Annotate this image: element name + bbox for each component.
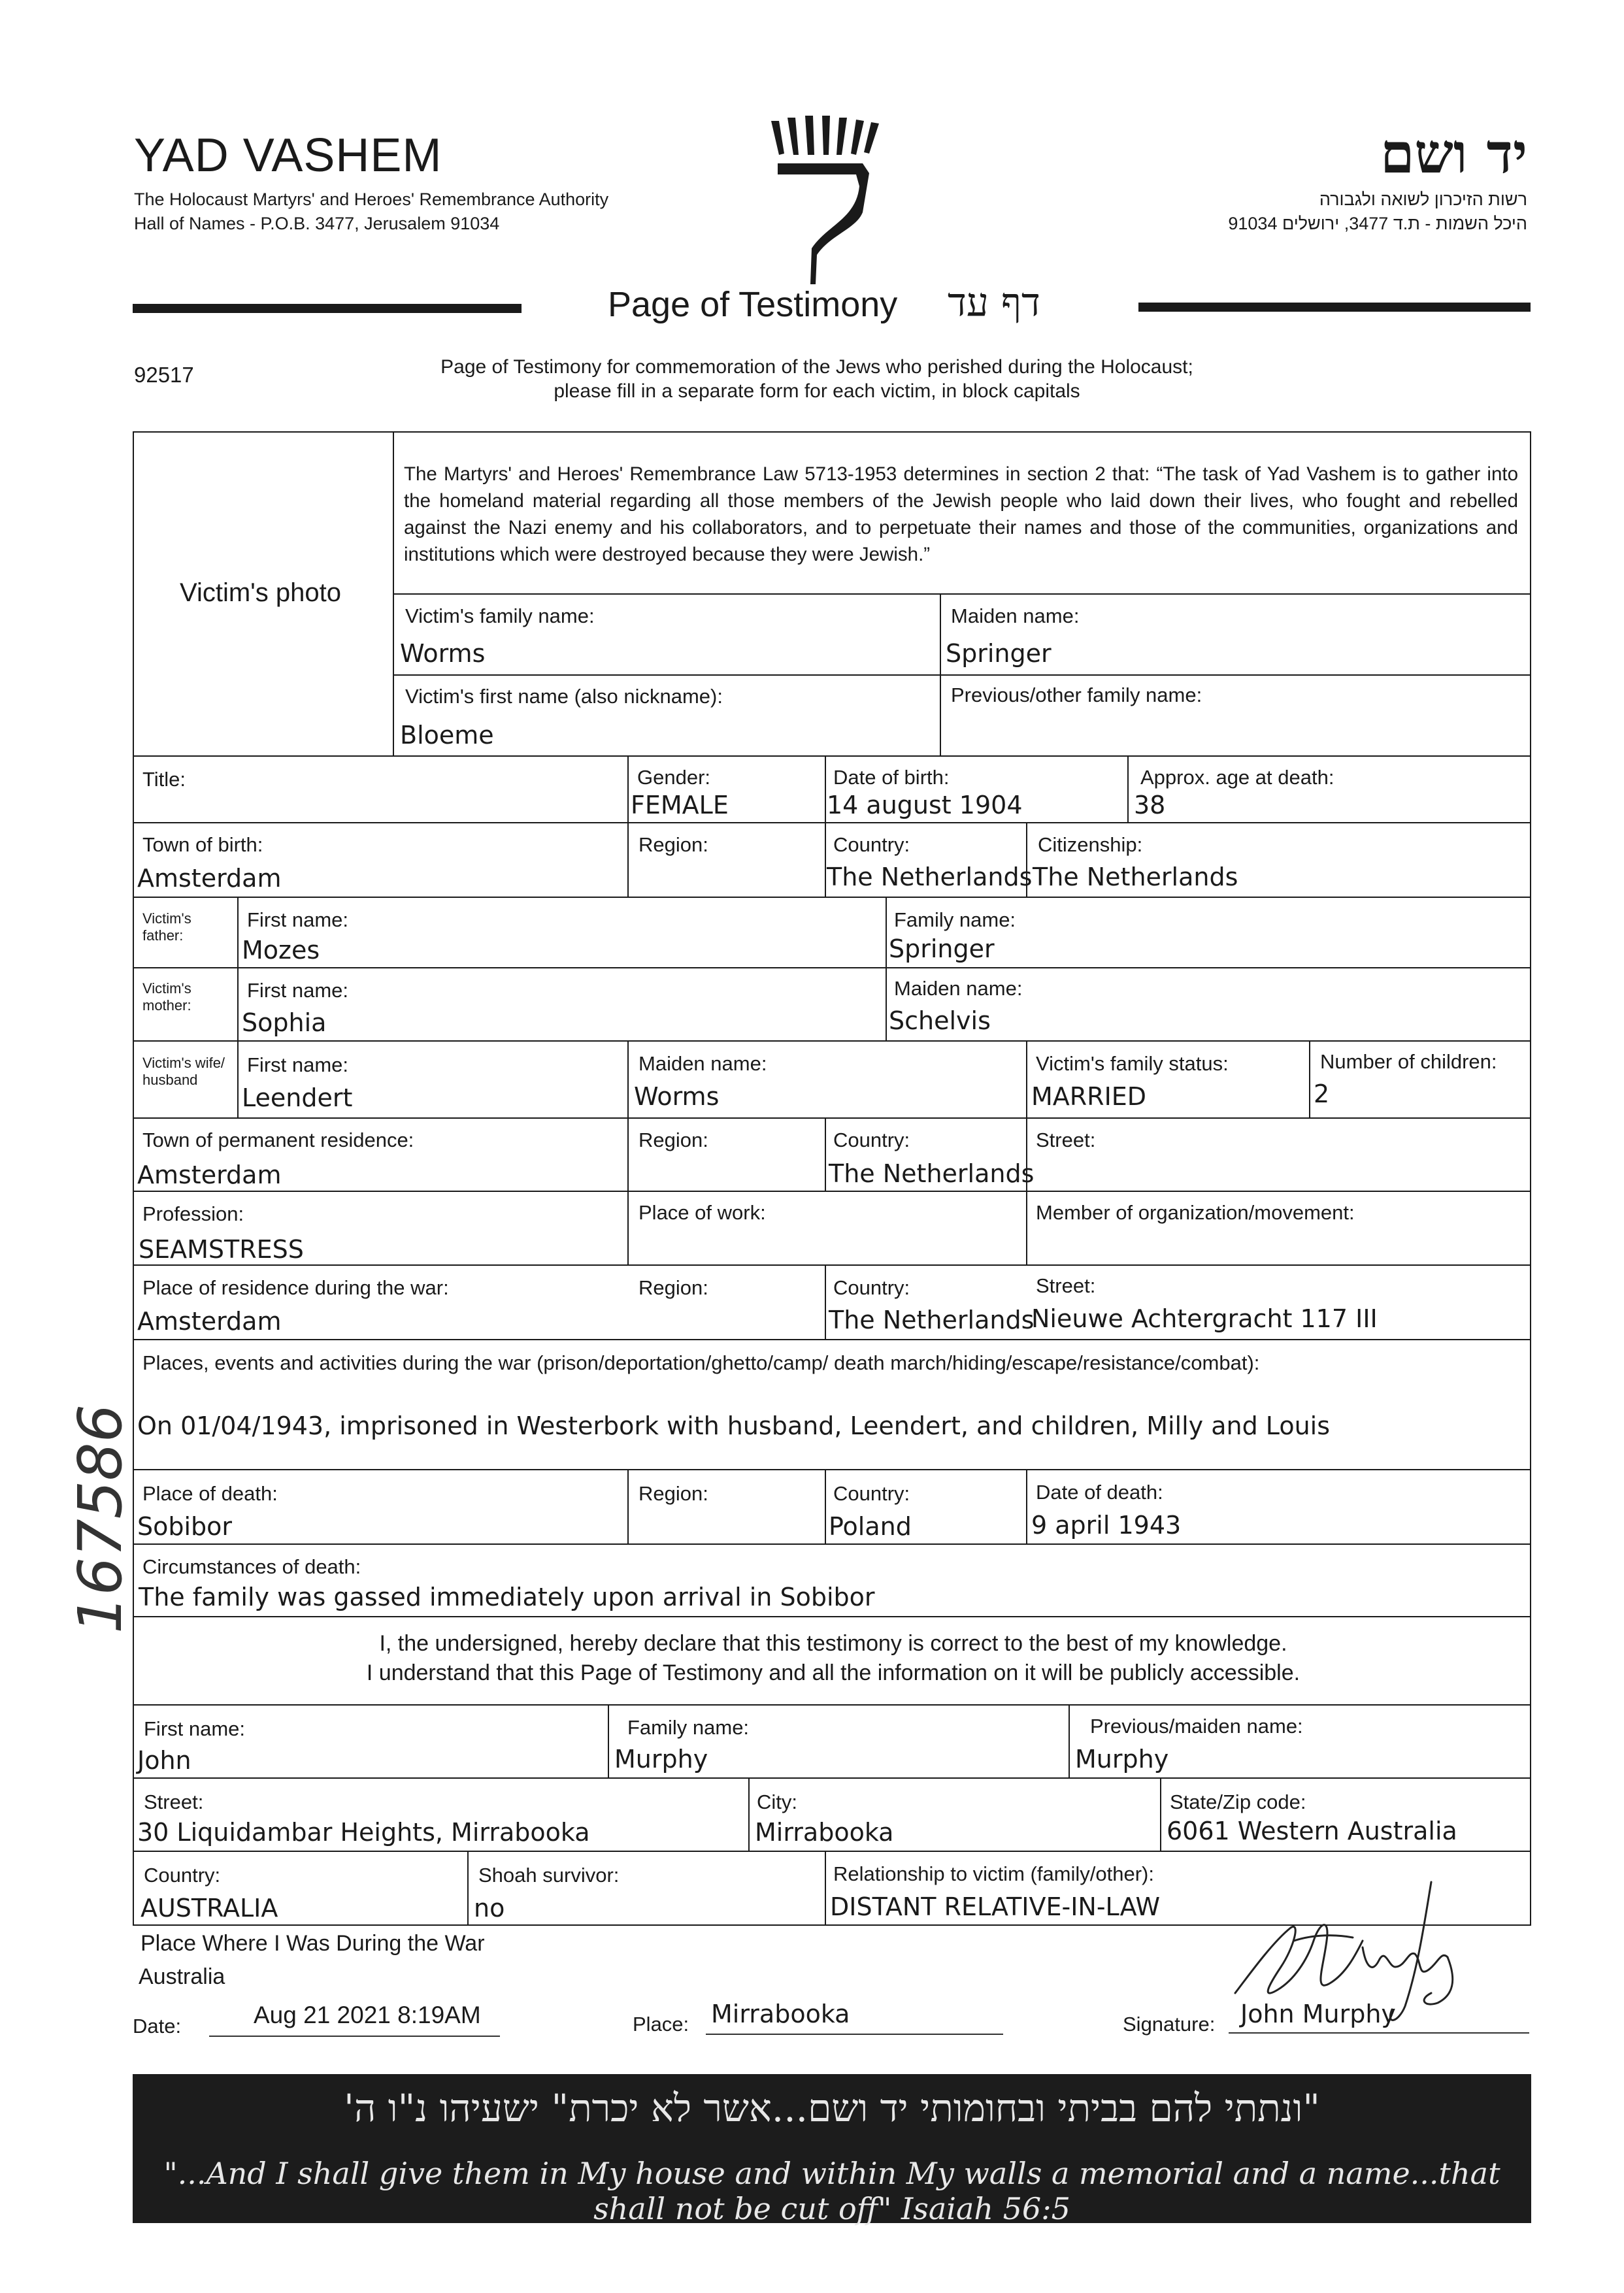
place-of-work-label: Place of work: <box>638 1201 766 1224</box>
family-status-label: Victim's family status: <box>1036 1052 1229 1075</box>
submitter-street-field[interactable]: 30 Liquidambar Heights, Mirrabooka <box>137 1818 590 1847</box>
divider <box>1309 1040 1310 1117</box>
mother-side-label: Victim's mother: <box>142 980 191 1014</box>
first-name-field[interactable]: Bloeme <box>400 721 494 750</box>
mother-first-name-field[interactable]: Sophia <box>242 1008 327 1037</box>
dob-label: Date of birth: <box>833 766 950 789</box>
divider <box>825 755 826 897</box>
place-field[interactable]: Mirrabooka <box>711 2000 850 2028</box>
residence-street-label: Street: <box>1036 1129 1096 1151</box>
organization-label: Member of organization/movement: <box>1036 1201 1355 1224</box>
divider <box>394 593 1531 595</box>
spouse-side-label: Victim's wife/ husband <box>142 1055 225 1088</box>
war-residence-field[interactable]: Amsterdam <box>137 1307 282 1336</box>
father-family-name-label: Family name: <box>894 908 1016 931</box>
hebrew-quote: "ונתתי להם בביתי ובחומותי יד ושם...אשר לא יכרת" ישעיהו נ"ו ה' <box>344 2086 1320 2130</box>
date-field[interactable]: Aug 21 2021 8:19AM <box>254 2002 481 2028</box>
hebrew-page-title: דף עד <box>948 280 1040 325</box>
war-place-label: Place Where I Was During the War <box>141 1931 485 1956</box>
divider <box>133 897 1531 898</box>
divider <box>393 431 394 755</box>
org-subtitle: The Holocaust Martyrs' and Heroes' Remembrance Authority <box>134 190 609 209</box>
war-country-field[interactable]: The Netherlands <box>829 1306 1035 1334</box>
region-label: Region: <box>638 833 708 856</box>
divider <box>133 1339 1531 1340</box>
signature-underline <box>1229 2032 1529 2034</box>
signature-label: Signature: <box>1123 2013 1216 2036</box>
divider <box>1138 303 1531 312</box>
submitter-street-label: Street: <box>144 1790 204 1813</box>
submitter-first-name-field[interactable]: John <box>137 1746 191 1775</box>
profession-field[interactable]: SEAMSTRESS <box>139 1235 304 1264</box>
citizenship-label: Citizenship: <box>1038 833 1143 856</box>
war-country-label: Country: <box>833 1276 910 1299</box>
divider <box>627 1040 629 1264</box>
divider <box>467 1851 469 1926</box>
divider <box>237 897 239 1117</box>
circumstances-field[interactable]: The family was gassed immediately upon arrival in Sobibor <box>139 1583 875 1611</box>
submitter-country-field[interactable]: AUSTRALIA <box>141 1894 278 1922</box>
father-side-label: Victim's father: <box>142 910 191 944</box>
relationship-label: Relationship to victim (family/other): <box>833 1862 1154 1885</box>
war-residence-label: Place of residence during the war: <box>142 1276 449 1299</box>
divider <box>133 755 1531 757</box>
maiden-name-field[interactable]: Springer <box>946 639 1052 668</box>
death-region-label: Region: <box>638 1482 708 1505</box>
divider <box>133 1117 1531 1119</box>
divider <box>1069 1704 1070 1777</box>
hebrew-org-address: היכל השמות - ת.ד 3477, ירושלים 91034 <box>1228 214 1527 233</box>
circumstances-label: Circumstances of death: <box>142 1555 361 1578</box>
divider <box>627 755 629 897</box>
father-family-name-field[interactable]: Springer <box>889 934 995 963</box>
divider <box>825 1851 826 1926</box>
residence-town-field[interactable]: Amsterdam <box>137 1161 282 1189</box>
town-of-birth-field[interactable]: Amsterdam <box>137 864 282 893</box>
declaration-line-1: I, the undersigned, hereby declare that this testimony is correct to the best of my knowledge. <box>379 1631 1287 1656</box>
intro-line-1: Page of Testimony for commemoration of the Jews who perished during the Holocaust; <box>440 356 1193 378</box>
divider <box>133 1264 1531 1266</box>
submitter-family-name-label: Family name: <box>627 1716 750 1739</box>
divider <box>825 1117 826 1191</box>
submitter-city-label: City: <box>757 1790 797 1813</box>
org-address: Hall of Names - P.O.B. 3477, Jerusalem 91034 <box>134 214 500 233</box>
intro-line-2: please fill in a separate form for each victim, in block capitals <box>554 380 1080 402</box>
place-of-death-field[interactable]: Sobibor <box>137 1512 233 1541</box>
divider <box>886 897 887 1040</box>
english-quote: "...And I shall give them in My house and within My walls a memorial and a name...that shall not be cut off" Isaiah 56:5 <box>163 2156 1500 2226</box>
divider <box>133 304 522 313</box>
submitter-family-name-field[interactable]: Murphy <box>614 1745 708 1773</box>
place-underline <box>706 2034 1003 2035</box>
divider <box>825 1264 826 1339</box>
mother-maiden-name-field[interactable]: Schelvis <box>889 1006 991 1035</box>
war-events-field[interactable]: On 01/04/1943, imprisoned in Westerbork with husband, Leendert, and children, Milly and Louis <box>137 1411 1331 1440</box>
town-of-birth-label: Town of birth: <box>142 833 263 856</box>
divider <box>394 674 1531 676</box>
father-first-name-label: First name: <box>247 908 349 931</box>
submitter-first-name-label: First name: <box>144 1717 246 1740</box>
citizenship-field[interactable]: The Netherlands <box>1033 863 1238 891</box>
divider <box>940 593 941 755</box>
divider <box>748 1777 750 1851</box>
divider <box>133 1616 1531 1617</box>
country-of-birth-field[interactable]: The Netherlands <box>827 863 1033 891</box>
date-underline <box>209 2036 500 2037</box>
declaration-line-2: I understand that this Page of Testimony and all the information on it will be publicly accessible. <box>366 1660 1301 1685</box>
gender-label: Gender: <box>637 766 711 789</box>
father-first-name-field[interactable]: Mozes <box>242 936 320 965</box>
shoah-survivor-field[interactable]: no <box>474 1894 505 1922</box>
age-field[interactable]: 38 <box>1134 791 1166 819</box>
first-name-label: Victim's first name (also nickname): <box>405 685 723 708</box>
relationship-field[interactable]: DISTANT RELATIVE-IN-LAW <box>830 1892 1161 1921</box>
divider <box>825 1469 826 1543</box>
submitter-state-field[interactable]: 6061 Western Australia <box>1167 1817 1457 1845</box>
age-label: Approx. age at death: <box>1140 766 1334 789</box>
isaiah-quote-banner <box>133 2074 1531 2226</box>
title-label: Title: <box>142 768 186 791</box>
previous-name-label: Previous/other family name: <box>951 684 1202 706</box>
death-country-label: Country: <box>833 1482 910 1505</box>
signature-name: John Murphy <box>1240 2000 1396 2028</box>
margin-handwritten-number: 167586 <box>65 1404 135 1634</box>
war-street-label: Street: <box>1036 1274 1096 1297</box>
law-text: The Martyrs' and Heroes' Remembrance Law 5713-1953 determines in section 2 that: “The task of Yad Vashem is to gather into the homeland material regarding all those members of the Jewish people who laid down their lives, who fought and rebelled against the Nazi enemy and his collaborators, and to perpetuate their names and those of the communities, organizations and institutions which were destroyed because they were Jewish.” <box>404 463 1518 565</box>
mother-first-name-label: First name: <box>247 979 349 1002</box>
war-street-field[interactable]: Nieuwe Achtergracht 117 III <box>1031 1304 1378 1333</box>
divider <box>1160 1777 1161 1851</box>
shoah-survivor-label: Shoah survivor: <box>478 1864 620 1887</box>
divider <box>627 1469 629 1543</box>
org-name: YAD VASHEM <box>134 129 442 182</box>
children-count-field[interactable]: 2 <box>1314 1080 1330 1108</box>
war-events-label: Places, events and activities during the war (prison/deportation/ghetto/camp/ death march/hiding/escape/resistance/combat): <box>142 1351 1260 1374</box>
divider <box>133 1543 1531 1545</box>
profession-label: Profession: <box>142 1202 244 1225</box>
residence-country-field[interactable]: The Netherlands <box>829 1159 1035 1188</box>
dob-field[interactable]: 14 august 1904 <box>827 791 1023 819</box>
maiden-name-label: Maiden name: <box>951 604 1080 627</box>
divider <box>133 1777 1531 1779</box>
divider <box>133 1191 1531 1192</box>
submitter-state-label: State/Zip code: <box>1170 1790 1306 1813</box>
victim-photo-placeholder: Victim's photo <box>180 578 342 607</box>
war-region-label: Region: <box>638 1276 708 1299</box>
divider <box>133 1851 1531 1852</box>
document-number: 92517 <box>134 363 194 387</box>
handwritten-signature-icon <box>1216 1869 1490 2032</box>
spouse-maiden-name-field[interactable]: Worms <box>634 1082 720 1111</box>
spouse-maiden-name-label: Maiden name: <box>638 1052 767 1075</box>
divider <box>608 1704 609 1777</box>
mother-maiden-name-label: Maiden name: <box>894 977 1023 1000</box>
yad-vashem-logo-icon <box>765 114 882 288</box>
family-name-label: Victim's family name: <box>405 604 595 627</box>
submitter-city-field[interactable]: Mirrabooka <box>755 1818 894 1847</box>
submitter-previous-name-label: Previous/maiden name: <box>1090 1715 1303 1738</box>
residence-country-label: Country: <box>833 1129 910 1151</box>
place-label: Place: <box>633 2013 689 2036</box>
residence-region-label: Region: <box>638 1129 708 1151</box>
date-of-death-label: Date of death: <box>1036 1481 1163 1504</box>
war-place-field[interactable]: Australia <box>139 1964 225 1989</box>
gender-field[interactable]: FEMALE <box>631 791 729 819</box>
country-label: Country: <box>833 833 910 856</box>
divider <box>133 1704 1531 1706</box>
spouse-first-name-label: First name: <box>247 1053 349 1076</box>
hebrew-org-subtitle: רשות הזיכרון לשואה ולגבורה <box>1319 190 1527 209</box>
children-count-label: Number of children: <box>1320 1050 1497 1073</box>
hebrew-org-name: יד ושם <box>1380 121 1527 186</box>
divider <box>133 967 1531 968</box>
divider <box>1026 1040 1027 1264</box>
divider <box>1127 755 1129 822</box>
divider <box>133 1469 1531 1470</box>
residence-town-label: Town of permanent residence: <box>142 1129 414 1151</box>
death-country-field[interactable]: Poland <box>829 1512 912 1541</box>
family-name-field[interactable]: Worms <box>400 639 486 668</box>
spouse-first-name-field[interactable]: Leendert <box>242 1083 353 1112</box>
submitter-previous-name-field[interactable]: Murphy <box>1075 1745 1169 1773</box>
divider <box>133 1040 1531 1042</box>
submitter-country-label: Country: <box>144 1864 221 1887</box>
divider <box>133 822 1531 823</box>
place-of-death-label: Place of death: <box>142 1482 278 1505</box>
page-title: Page of Testimony <box>608 285 898 324</box>
date-of-death-field[interactable]: 9 april 1943 <box>1031 1511 1182 1540</box>
family-status-field[interactable]: MARRIED <box>1031 1082 1147 1111</box>
divider <box>1026 1469 1027 1543</box>
date-label: Date: <box>133 2015 182 2037</box>
